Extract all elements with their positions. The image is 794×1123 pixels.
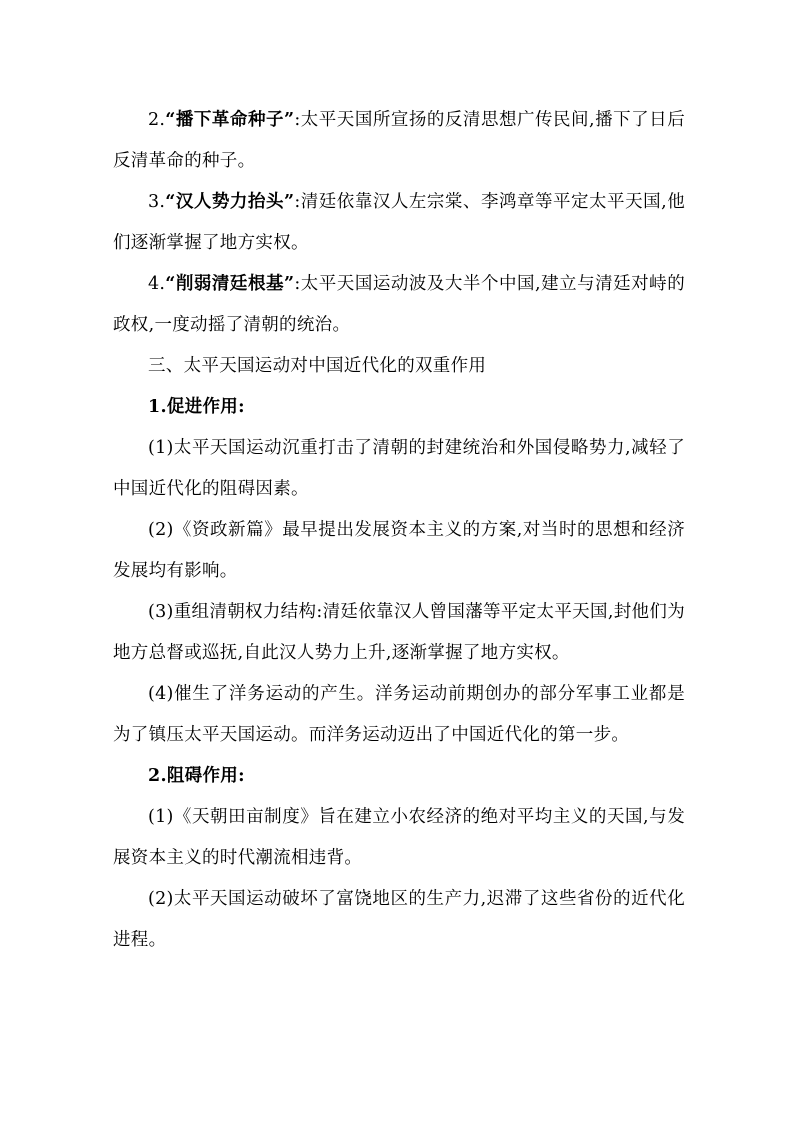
hinder-item: (1)《天朝田亩制度》旨在建立小农经济的绝对平均主义的天国,与发展资本主义的时代潮流相违背。 bbox=[113, 807, 685, 868]
item-text: :清廷依靠汉人左宗棠、李鸿章等平定太平天国,他们逐渐掌握了地方实权。 bbox=[113, 192, 685, 253]
item-number: 3. bbox=[148, 192, 166, 212]
hinder-heading: 2.阻碍作用: bbox=[148, 766, 245, 786]
promote-item: (1)太平天国运动沉重打击了清朝的封建统治和外国侵略势力,减轻了中国近代化的阻碍因素。 bbox=[113, 438, 685, 499]
promote-heading: 1.促进作用: bbox=[148, 397, 245, 417]
item-text: :太平天国所宣扬的反清思想广传民间,播下了日后反清革命的种子。 bbox=[113, 110, 685, 171]
promote-item: (2)《资政新篇》最早提出发展资本主义的方案,对当时的思想和经济发展均有影响。 bbox=[113, 520, 685, 581]
item-title: “播下革命种子” bbox=[165, 110, 295, 130]
item-title: “削弱清廷根基” bbox=[165, 274, 295, 294]
paragraph-weaken-qing bbox=[113, 264, 685, 346]
item-number: 2. bbox=[148, 110, 166, 130]
item-title: “汉人势力抬头” bbox=[165, 192, 295, 212]
section-heading: 三、太平天国运动对中国近代化的双重作用 bbox=[148, 356, 487, 376]
promote-item: (4)催生了洋务运动的产生。洋务运动前期创办的部分军事工业都是为了镇压太平天国运动。而洋务运动迈出了中国近代化的第一步。 bbox=[113, 684, 685, 745]
paragraph-revolution-seeds bbox=[113, 100, 685, 182]
hinder-item: (2)太平天国运动破坏了富饶地区的生产力,迟滞了这些省份的近代化进程。 bbox=[113, 889, 685, 950]
item-number: 4. bbox=[148, 274, 166, 294]
promote-item: (3)重组清朝权力结构:清廷依靠汉人曾国藩等平定太平天国,封他们为地方总督或巡抚,自此汉人势力上升,逐渐掌握了地方实权。 bbox=[113, 602, 685, 663]
item-text: :太平天国运动波及大半个中国,建立与清廷对峙的政权,一度动摇了清朝的统治。 bbox=[113, 274, 685, 335]
paragraph-han-power-rise bbox=[113, 182, 685, 264]
document-body bbox=[113, 100, 685, 961]
